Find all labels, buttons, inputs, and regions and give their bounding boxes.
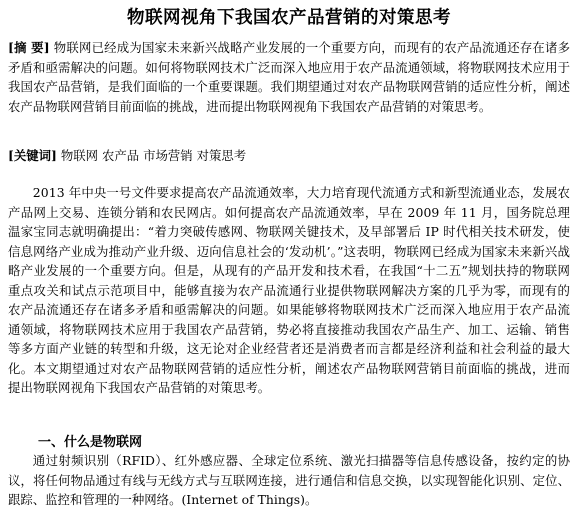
article-title: 物联网视角下我国农产品营销的对策思考 [127, 8, 451, 28]
section-heading: 一、什么是物联网 [38, 435, 143, 450]
abstract-label: [摘 要] [8, 40, 50, 55]
keywords-text: 物联网 农产品 市场营销 对策思考 [60, 148, 247, 163]
intro-paragraph: 2013 年中央一号文件要求提高农产品流通效率，大力培育现代流通方式和新型流通业态，发展农产品网上交易、连锁分销和农民网店。如何提高农产品流通效率，早在 2009 年 11 月，国务院总理温家宝同志就明确提出：“着力突破传感网、物联网关键技术，及早部署后 IP 时代相关技术研发，使信息网络产业成为推动产业升级、迈向信息社会的‘发动机’。”这表明，物联网已经成为国家未来新兴战略产业发展的一个重要方向。但是，从现有的产品开发和技术看，在我国“十二五”规划扶持的物联网重点攻关和试点示范项目中，能够直接为农产品流通行业提供物联网解决方案的几乎为零，而现有的农产品流通还存在诸多矛盾和亟需解决的问题。如果能够将物联网技术广泛而深入地应用于农产品流通领域，将物联网技术应用于我国农产品营销，势必将直接推动我国农产品生产、加工、运输、销售等多方面产业链的转型和升级，这无论对企业经营者还是消费者而言都是经济利益和社会利益的最大化。本文期望通过对农产品物联网营销的适应性分析，阐述农产品物联网营销目前面临的挑战，进而提出物联网视角下我国农产品营销的对策思考。 [8, 185, 570, 395]
keywords-label: [关键词] [8, 148, 57, 163]
keywords-line [8, 146, 570, 166]
section-paragraph: 通过射频识别（RFID）、红外感应器、全球定位系统、激光扫描器等信息传感设备，按约定的协议，将任何物品通过有线与无线方式与互联网连接，进行通信和信息交换，以实现智能化识别、定位、跟踪、监控和管理的一种网络。(Internet of Things)。 [8, 453, 570, 507]
abstract-paragraph [8, 38, 570, 116]
abstract-text: 物联网已经成为国家未来新兴战略产业发展的一个重要方向，而现有的农产品流通还存在诸多矛盾和亟需解决的问题。如何将物联网技术广泛而深入地应用于农产品流通领域，将物联网技术应用于我国农产品营销，是我们面临的一个重要课题。我们期望通过对农产品物联网营销的适应性分析，阐述农产品物联网营销目前面临的挑战，进而提出物联网视角下我国农产品营销的对策思考。 [8, 40, 570, 114]
